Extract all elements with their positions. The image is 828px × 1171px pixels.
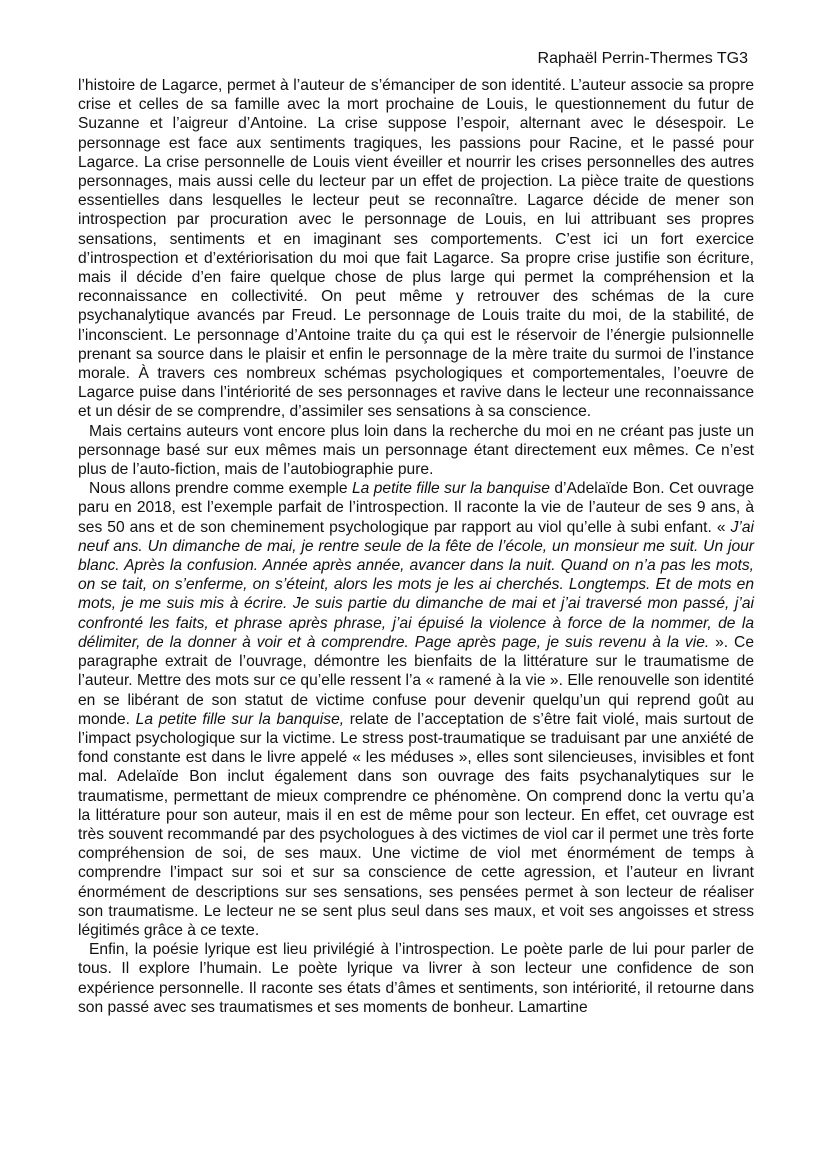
page-header: Raphaël Perrin-Thermes TG3	[537, 50, 748, 67]
paragraph-poetry	[78, 940, 754, 1017]
book-title: La petite fille sur la banquise,	[135, 710, 345, 728]
book-title: La petite fille sur la banquise	[351, 480, 550, 498]
text-run: Enfin, la poésie lyrique est lieu privilégié à l’introspection. Le poète parle de lui pour parler de tous. Il explore l’humain. Le poète lyrique va livrer à son lecteur une confidence de son expérience personnelle. Il raconte ses états d’âmes et sentiments, son intériorité, il retourne dans son passé avec ses traumatismes et ses moments de bonheur. Lamartine	[78, 941, 754, 1016]
text-run: d’Adelaïde Bon. Cet ouvrage paru en 2018, est l’exemple parfait de l’introspection. Il raconte la vie de l’auteur de ses 9 ans, à ses 50 ans et de son cheminement psychologique par rapport au viol qu’elle à subi enfant. «	[78, 480, 754, 536]
paragraph-adelaide-bon	[78, 479, 754, 940]
text-run: relate de l’acceptation de s’être fait violé, mais surtout de l’impact psychologique sur la victime. Le stress post-traumatique se traduisant par une anxiété de fond constante est dans le livre appelé « les méduses », elles sont silencieuses, invisibles et font mal. Adelaïde Bon inclut également dans son ouvrage des faits psychanalytiques sur le traumatisme, permettant de mieux comprendre ce phénomène. On comprend donc la vertu qu’a la littérature pour son auteur, mais il en est de même pour son lecteur. En effet, cet ouvrage est très souvent recommandé par des psychologues à des victimes de viol car il permet une très forte compréhension de soi, de ses maux. Une victime de viol met énormément de temps à comprendre l’impact sur soi et sur sa conscience de cette agression, et l’auteur en livrant énormément de descriptions sur ses sensations, ses pensées permet à son lecteur de réaliser son traumatisme. Le lecteur ne se sent plus seul dans ses maux, et voit ses angoisses et stress légitimés grâce à ce texte.	[78, 710, 754, 939]
text-run: l’histoire de Lagarce, permet à l’auteur de s’émanciper de son identité. L’auteur associe sa propre crise et celles de sa famille avec la mort prochaine de Louis, le questionnement du futur de Suzanne et l’aigreur d’Antoine. La crise suppose l’espoir, alternant avec le désespoir. Le personnage est face aux sentiments tragiques, les passions pour Racine, et le passé pour Lagarce. La crise personnelle de Louis vient éveiller et nourrir les crises personnelles des autres personnages, mais aussi celle du lecteur par un effet de projection. La pièce traite de questions essentielles dans lesquelles le lecteur peut se reconnaître. Lagarce décide de mener son introspection par procuration avec le personnage de Louis, en lui attribuant ses propres sensations, sentiments et en imaginant ses comportements. C’est ici un fort exercice d’introspection et d’extériorisation du moi que fait Lagarce. Sa propre crise justifie son écriture, mais il décide d’en faire quelque chose de plus large qui permet la compréhension et la reconnaissance en collectivité. On peut même y retrouver des schémas de la cure psychanalytique avancés par Freud. Le personnage de Louis traite du moi, de la stabilité, de l’inconscient. Le personnage d’Antoine traite du ça qui est le réservoir de l’énergie pulsionnelle prenant sa source dans le plaisir et enfin le personnage de la mère traite du surmoi de l’instance morale. À travers ces nombreux schémas psychologiques et comportementales, l’oeuvre de Lagarce puise dans l’intériorité de ses personnages et ravive dans le lecteur une reconnaissance et un désir de se comprendre, d’assimiler ses sensations à sa conscience.	[78, 77, 754, 421]
quotation: J’ai neuf ans. Un dimanche de mai, je rentre seule de la fête de l’école, un monsieur me suit. Un jour blanc. Après la confusion. Année après année, avancer dans la nuit. Quand on n’a pas les mots, on se tait, on s’enferme, on s’éteint, alors les mots je les ai cherchés. Longtemps. Et de mots en mots, je me suis mis à écrire. Je suis partie du dimanche de mai et j’ai traversé mon passé, j’ai confronté les faits, et phrase après phrase, j’ai épuisé la violence à force de la nommer, de la délimiter, de la donner à voir et à comprendre. Page après page, je suis revenu à la vie.	[78, 518, 754, 651]
text-run: Mais certains auteurs vont encore plus loin dans la recherche du moi en ne créant pas juste un personnage basé sur eux mêmes mais un personnage étant directement eux mêmes. Ce n’est plus de l’auto-fiction, mais de l’autobiographie pure.	[78, 422, 754, 479]
text-run: ». Ce paragraphe extrait de l’ouvrage, démontre les bienfaits de la littérature sur le traumatisme de l’auteur. Mettre des mots sur ce qu’elle ressent l’a « ramené à la vie ». Elle renouvelle son identité en se libérant de son statut de victime confuse pour devenir quelqu’un qui reprend goût au monde.	[78, 633, 754, 728]
essay-body	[78, 76, 754, 1017]
paragraph-autobiography	[78, 422, 754, 480]
paragraph-lagarce	[78, 76, 754, 422]
text-run: Nous allons prendre comme exemple	[89, 480, 352, 498]
